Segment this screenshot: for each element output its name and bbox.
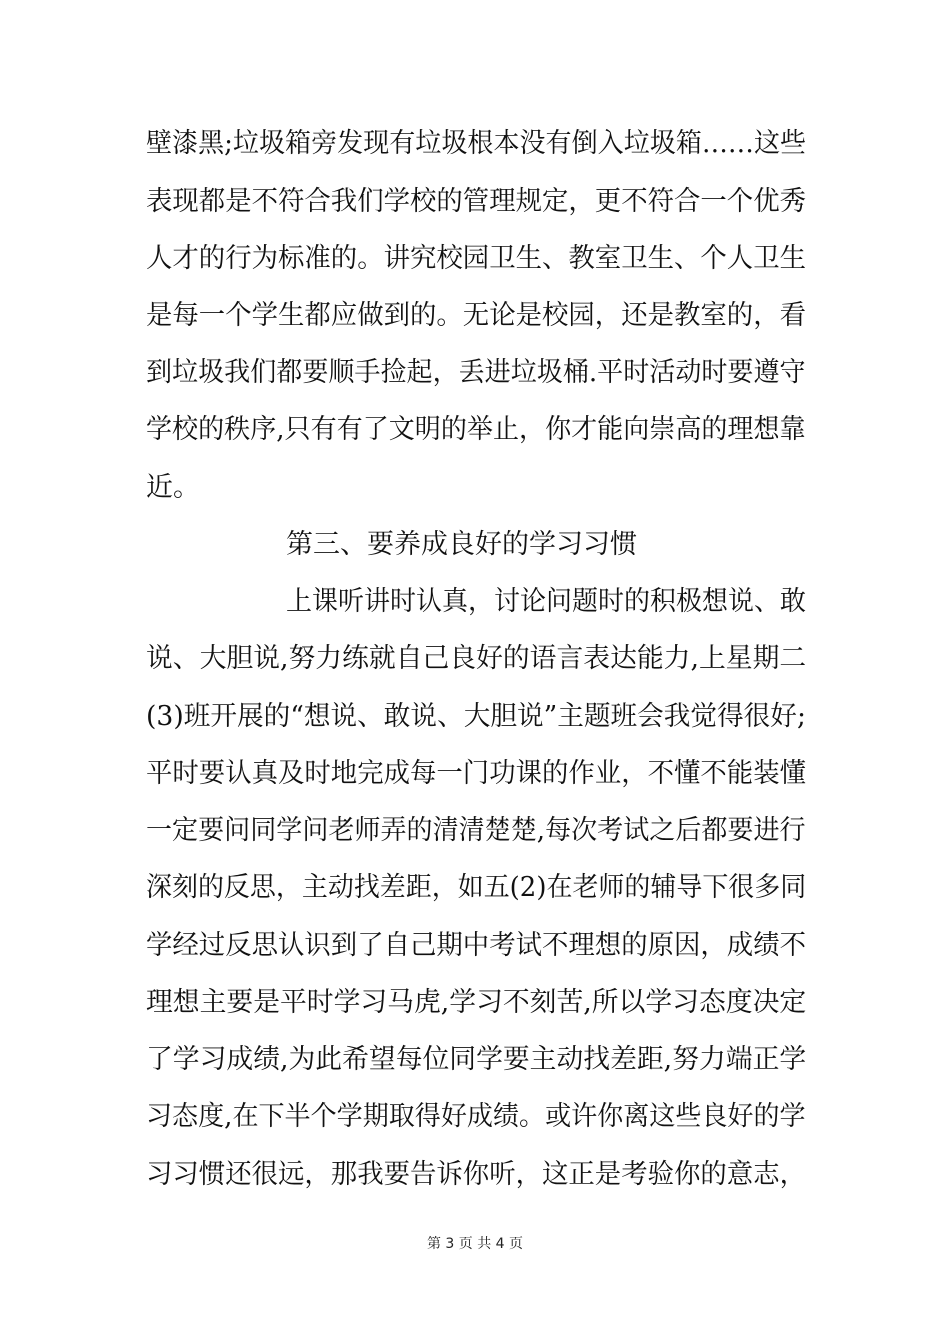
paragraph-line: 人才的行为标准的。讲究校园卫生、教室卫生、个人卫生 — [146, 243, 807, 274]
paragraph-line: 近。 — [146, 472, 200, 503]
page-number-footer: 第 3 页 共 4 页 — [426, 1236, 524, 1252]
section-heading: 第三、要养成良好的学习习惯 — [286, 529, 637, 560]
paragraph-line: 到垃圾我们都要顺手捡起，丢进垃圾桶.平时活动时要遵守 — [146, 357, 806, 388]
paragraph-line: 学校的秩序,只有有了文明的举止，你才能向崇高的理想靠 — [146, 414, 806, 445]
paragraph-line: (3)班开展的“想说、敢说、大胆说”主题班会我觉得很好; — [146, 701, 806, 732]
paragraph-line: 深刻的反思，主动找差距，如五(2)在老师的辅导下很多同 — [146, 872, 807, 903]
paragraph-line: 理想主要是平时学习马虎,学习不刻苦,所以学习态度决定 — [146, 987, 807, 1018]
paragraph-line: 了学习成绩,为此希望每位同学要主动找差距,努力端正学 — [146, 1044, 807, 1075]
paragraph-line: 平时要认真及时地完成每一门功课的作业，不懂不能装懂 — [146, 758, 807, 789]
paragraph-line: 壁漆黑;垃圾箱旁发现有垃圾根本没有倒入垃圾箱……这些 — [146, 128, 807, 159]
paragraph-line: 说、大胆说,努力练就自己良好的语言表达能力,上星期二 — [146, 643, 807, 674]
paragraph-line: 习习惯还很远，那我要告诉你听，这正是考验你的意志， — [146, 1159, 807, 1190]
paragraph-line: 表现都是不符合我们学校的管理规定，更不符合一个优秀 — [146, 186, 807, 217]
paragraph-line: 学经过反思认识到了自己期中考试不理想的原因，成绩不 — [146, 930, 807, 961]
paragraph-line: 上课听讲时认真，讨论问题时的积极想说、敢 — [286, 586, 807, 617]
paragraph-line: 一定要问同学问老师弄的清清楚楚,每次考试之后都要进行 — [146, 815, 806, 846]
paragraph-line: 是每一个学生都应做到的。无论是校园，还是教室的，看 — [146, 300, 807, 331]
paragraph-line: 习态度,在下半个学期取得好成绩。或许你离这些良好的学 — [146, 1101, 806, 1132]
